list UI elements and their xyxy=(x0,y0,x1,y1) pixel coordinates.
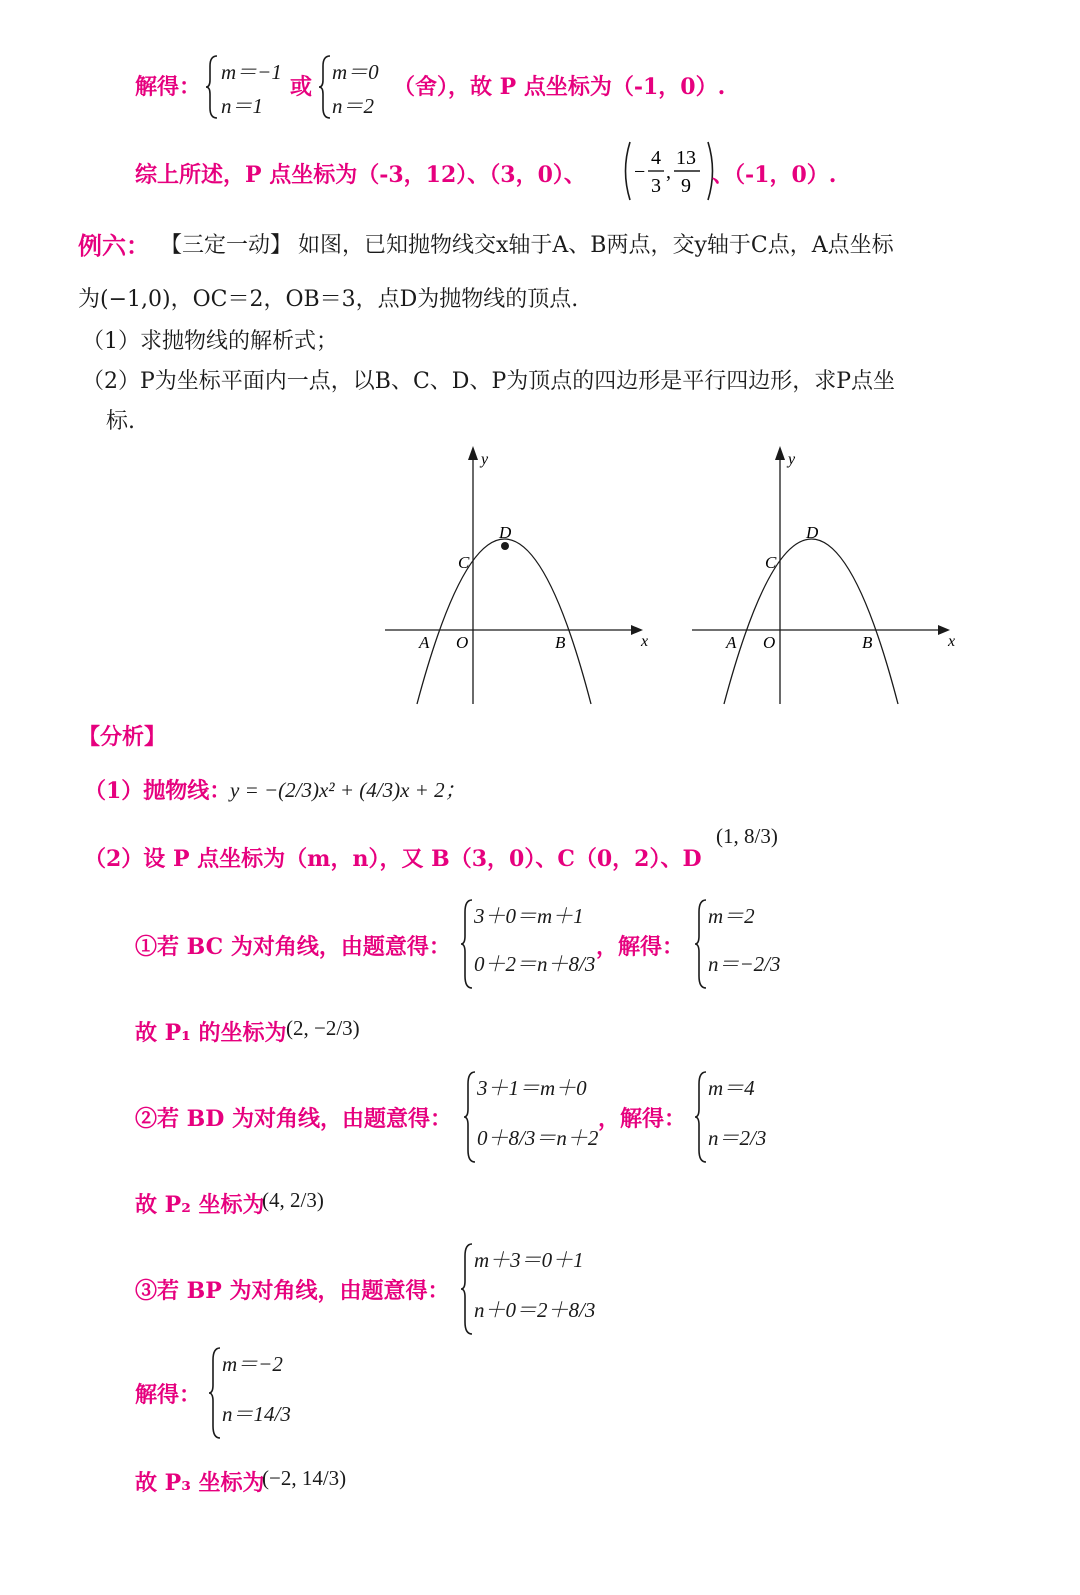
label-A: A xyxy=(726,633,737,652)
label-B: B xyxy=(862,633,873,652)
case3-label: ③若 BP 为对角线，由题意得： xyxy=(135,1278,450,1304)
label-B: B xyxy=(555,633,566,652)
brace-icon xyxy=(208,1346,222,1440)
brace-icon xyxy=(694,1070,708,1164)
brace-icon xyxy=(460,1242,474,1336)
label-D: D xyxy=(806,523,819,542)
sys2-line2: n＝2 xyxy=(332,94,374,118)
brace-icon xyxy=(460,898,474,990)
case3-sol1: m＝−2 xyxy=(222,1352,283,1376)
label-C: C xyxy=(765,553,777,572)
brace-icon xyxy=(694,898,708,990)
case2-sol2: n＝2/3 xyxy=(708,1126,767,1150)
case1-point: (2, −2/3) xyxy=(286,1016,360,1040)
y-arrow-icon xyxy=(468,446,478,460)
frac-den-2: 9 xyxy=(681,175,691,197)
sys1-line2: n＝1 xyxy=(221,94,263,118)
case3-result: 故 P₃ 坐标为 xyxy=(135,1470,265,1496)
brace-icon xyxy=(318,54,332,120)
parabola-figure-right xyxy=(692,440,962,710)
vertex-point xyxy=(501,542,509,550)
part2-label: （2）设 P 点坐标为（m，n），又 B（3，0）、C（0，2）、D xyxy=(84,846,702,872)
label-A: A xyxy=(419,633,430,652)
label-O: O xyxy=(456,633,469,652)
label-D: D xyxy=(499,523,512,542)
top-conclusion: （舍），故 P 点坐标为（-1，0）. xyxy=(393,74,726,100)
case2-point: (4, 2/3) xyxy=(262,1188,324,1212)
point-D-coords: (1, 8/3) xyxy=(716,824,778,848)
label-y: y xyxy=(788,451,796,468)
label-x: x xyxy=(641,633,649,650)
or-label: 或 xyxy=(290,74,313,100)
case1-eq1: 3＋0＝m＋1 xyxy=(474,904,584,928)
case1-solve-label: ，解得： xyxy=(596,934,685,960)
sys2-line1: m＝0 xyxy=(332,60,379,84)
case2-eq1: 3＋1＝m＋0 xyxy=(477,1076,587,1100)
label-x: x xyxy=(948,633,956,650)
summary-text: 综上所述，P 点坐标为（-3，12）、（3，0）、 xyxy=(135,162,586,188)
example-tag: 【三定一动】 xyxy=(160,233,293,258)
parabola-equation: y = −(2/3)x² + (4/3)x + 2； xyxy=(230,778,466,802)
case2-label: ②若 BD 为对角线，由题意得： xyxy=(135,1106,452,1132)
frac-num-2: 13 xyxy=(676,147,696,169)
label-C: C xyxy=(458,553,470,572)
case2-result: 故 P₂ 坐标为 xyxy=(135,1192,265,1218)
y-arrow-icon xyxy=(775,446,785,460)
summary-tail: 、（-1，0）. xyxy=(712,162,837,188)
example-text-2: 为(−1,0)，OC＝2，OB＝3，点D为抛物线的顶点. xyxy=(78,287,579,312)
svg-text:,: , xyxy=(666,161,671,183)
label-O: O xyxy=(763,633,776,652)
summary-point xyxy=(620,140,720,208)
svg-text:−: − xyxy=(634,161,646,183)
case3-eq2: n＋0＝2＋8/3 xyxy=(474,1298,596,1322)
sys1-line1: m＝−1 xyxy=(221,60,282,84)
example-text-1: 如图，已知抛物线交x轴于A、B两点，交y轴于C点，A点坐标 xyxy=(298,233,894,258)
case3-eq1: m＋3＝0＋1 xyxy=(474,1248,584,1272)
parabola-curve xyxy=(724,539,898,704)
case1-result: 故 P₁ 的坐标为 xyxy=(135,1020,287,1046)
case3-solve-label: 解得： xyxy=(135,1382,202,1408)
parabola-figure-left xyxy=(385,440,655,710)
solve-label-top: 解得： xyxy=(135,74,202,100)
brace-icon xyxy=(205,54,219,120)
brace-icon xyxy=(463,1070,477,1164)
case2-eq2: 0＋8/3＝n＋2 xyxy=(477,1126,599,1150)
paren-icon xyxy=(620,140,720,202)
case3-sol2: n＝14/3 xyxy=(222,1402,291,1426)
case1-sol2: n＝−2/3 xyxy=(708,952,781,976)
example-label: 例六： xyxy=(78,231,150,260)
frac-num-1: 4 xyxy=(651,147,661,169)
question-2-cont: 标. xyxy=(106,409,135,434)
parabola-curve xyxy=(417,539,591,704)
part1-label: （1）抛物线： xyxy=(84,778,232,804)
case2-sol1: m＝4 xyxy=(708,1076,755,1100)
question-2: （2）P为坐标平面内一点，以B、C、D、P为顶点的四边形是平行四边形，求P点坐 xyxy=(82,369,896,394)
case1-eq2: 0＋2＝n＋8/3 xyxy=(474,952,596,976)
frac-den-1: 3 xyxy=(651,175,661,197)
case3-point: (−2, 14/3) xyxy=(262,1466,347,1490)
question-1: （1）求抛物线的解析式； xyxy=(82,329,338,354)
case1-label: ①若 BC 为对角线，由题意得： xyxy=(135,934,451,960)
analysis-header: 【分析】 xyxy=(78,724,167,750)
label-y: y xyxy=(481,451,489,468)
case2-solve-label: ，解得： xyxy=(598,1106,687,1132)
case1-sol1: m＝2 xyxy=(708,904,755,928)
